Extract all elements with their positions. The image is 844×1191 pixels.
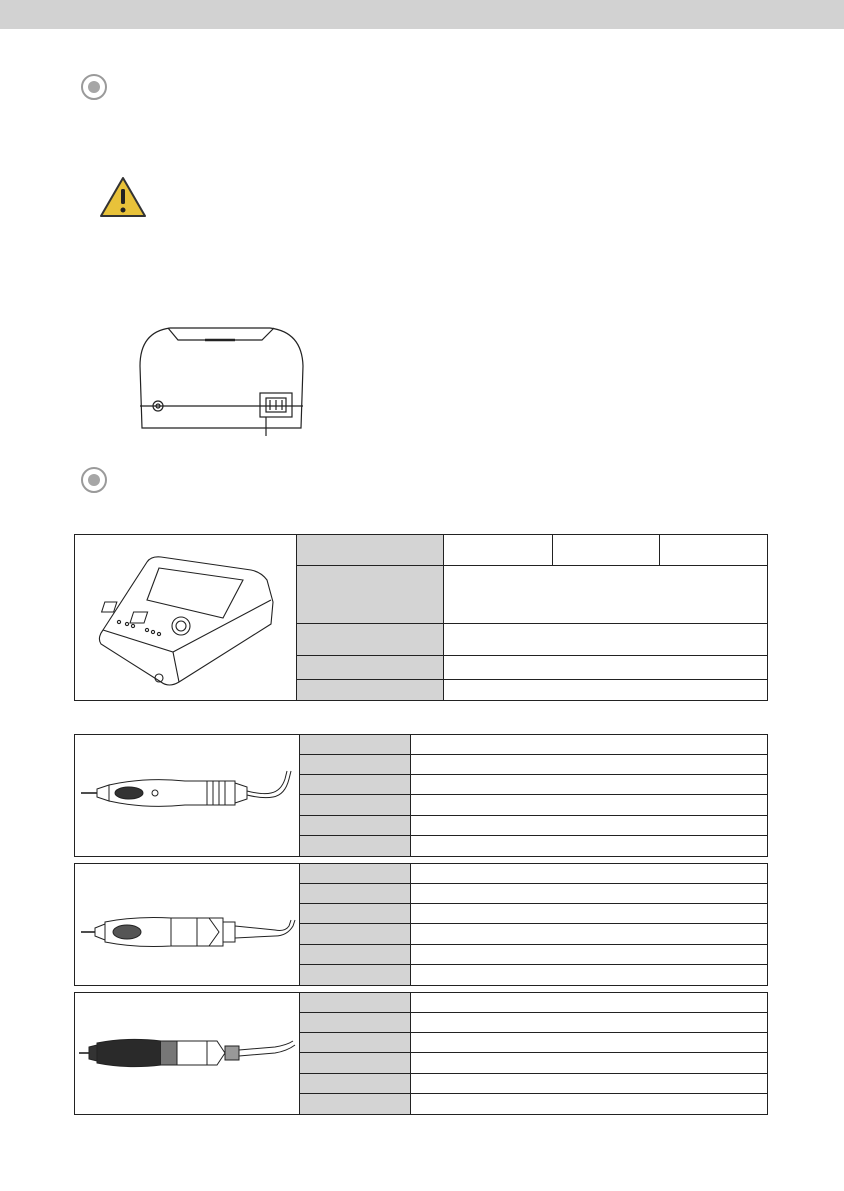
table-label-cell [297, 535, 444, 566]
table-label-cell [297, 566, 444, 624]
control-unit-spec-table [74, 534, 768, 701]
table-value-cell [411, 883, 768, 903]
table-label-cell [300, 816, 411, 836]
table-value-cell [660, 535, 768, 566]
table-label-cell [300, 945, 411, 965]
control-unit-front-drawing [75, 540, 295, 690]
table-label-cell [300, 924, 411, 945]
table-value-cell [411, 735, 768, 755]
handpiece-spec-table [74, 734, 768, 857]
table-value-cell [411, 754, 768, 774]
table-value-cell [411, 864, 768, 884]
table-value-cell [444, 535, 553, 566]
table-label-cell [297, 680, 444, 701]
table-value-cell [411, 836, 768, 857]
table-value-cell [411, 965, 768, 986]
warning-icon [99, 176, 147, 218]
handpiece-dark-drawing [75, 993, 299, 1109]
handpiece-spec-table [74, 992, 768, 1115]
handpiece-image-cell [75, 864, 300, 986]
section-bullet-icon [81, 74, 107, 100]
table-value-cell [444, 680, 768, 701]
table-label-cell [297, 624, 444, 656]
table-value-cell [411, 924, 768, 945]
handpiece-slim-drawing [75, 735, 299, 851]
table-value-cell [411, 1094, 768, 1115]
table-value-cell [444, 566, 768, 624]
table-label-cell [300, 754, 411, 774]
table-value-cell [411, 993, 768, 1013]
table-label-cell [297, 656, 444, 680]
control-unit-image-cell [75, 535, 297, 701]
table-value-cell [411, 795, 768, 816]
table-label-cell [300, 774, 411, 795]
table-label-cell [300, 1032, 411, 1053]
handpiece-image-cell [75, 993, 300, 1115]
table-value-cell [444, 656, 768, 680]
table-label-cell [300, 1094, 411, 1115]
handpiece-image-cell [75, 735, 300, 857]
table-label-cell [300, 965, 411, 986]
table-value-cell [411, 945, 768, 965]
table-value-cell [411, 1012, 768, 1032]
table-value-cell [553, 535, 660, 566]
table-value-cell [444, 624, 768, 656]
table-label-cell [300, 1012, 411, 1032]
table-value-cell [411, 774, 768, 795]
table-label-cell [300, 993, 411, 1013]
section-bullet-icon [81, 467, 107, 493]
table-value-cell [411, 1032, 768, 1053]
table-value-cell [411, 1074, 768, 1094]
table-label-cell [300, 883, 411, 903]
table-label-cell [300, 795, 411, 816]
table-value-cell [411, 816, 768, 836]
table-value-cell [411, 1053, 768, 1074]
table-value-cell [411, 903, 768, 924]
control-unit-back-drawing [120, 318, 320, 438]
table-label-cell [300, 1074, 411, 1094]
table-label-cell [300, 903, 411, 924]
table-label-cell [300, 1053, 411, 1074]
table-label-cell [300, 864, 411, 884]
handpiece-spec-table [74, 863, 768, 986]
table-label-cell [300, 836, 411, 857]
table-label-cell [300, 735, 411, 755]
handpiece-knurled-drawing [75, 864, 299, 980]
page-header-bar [0, 0, 844, 29]
